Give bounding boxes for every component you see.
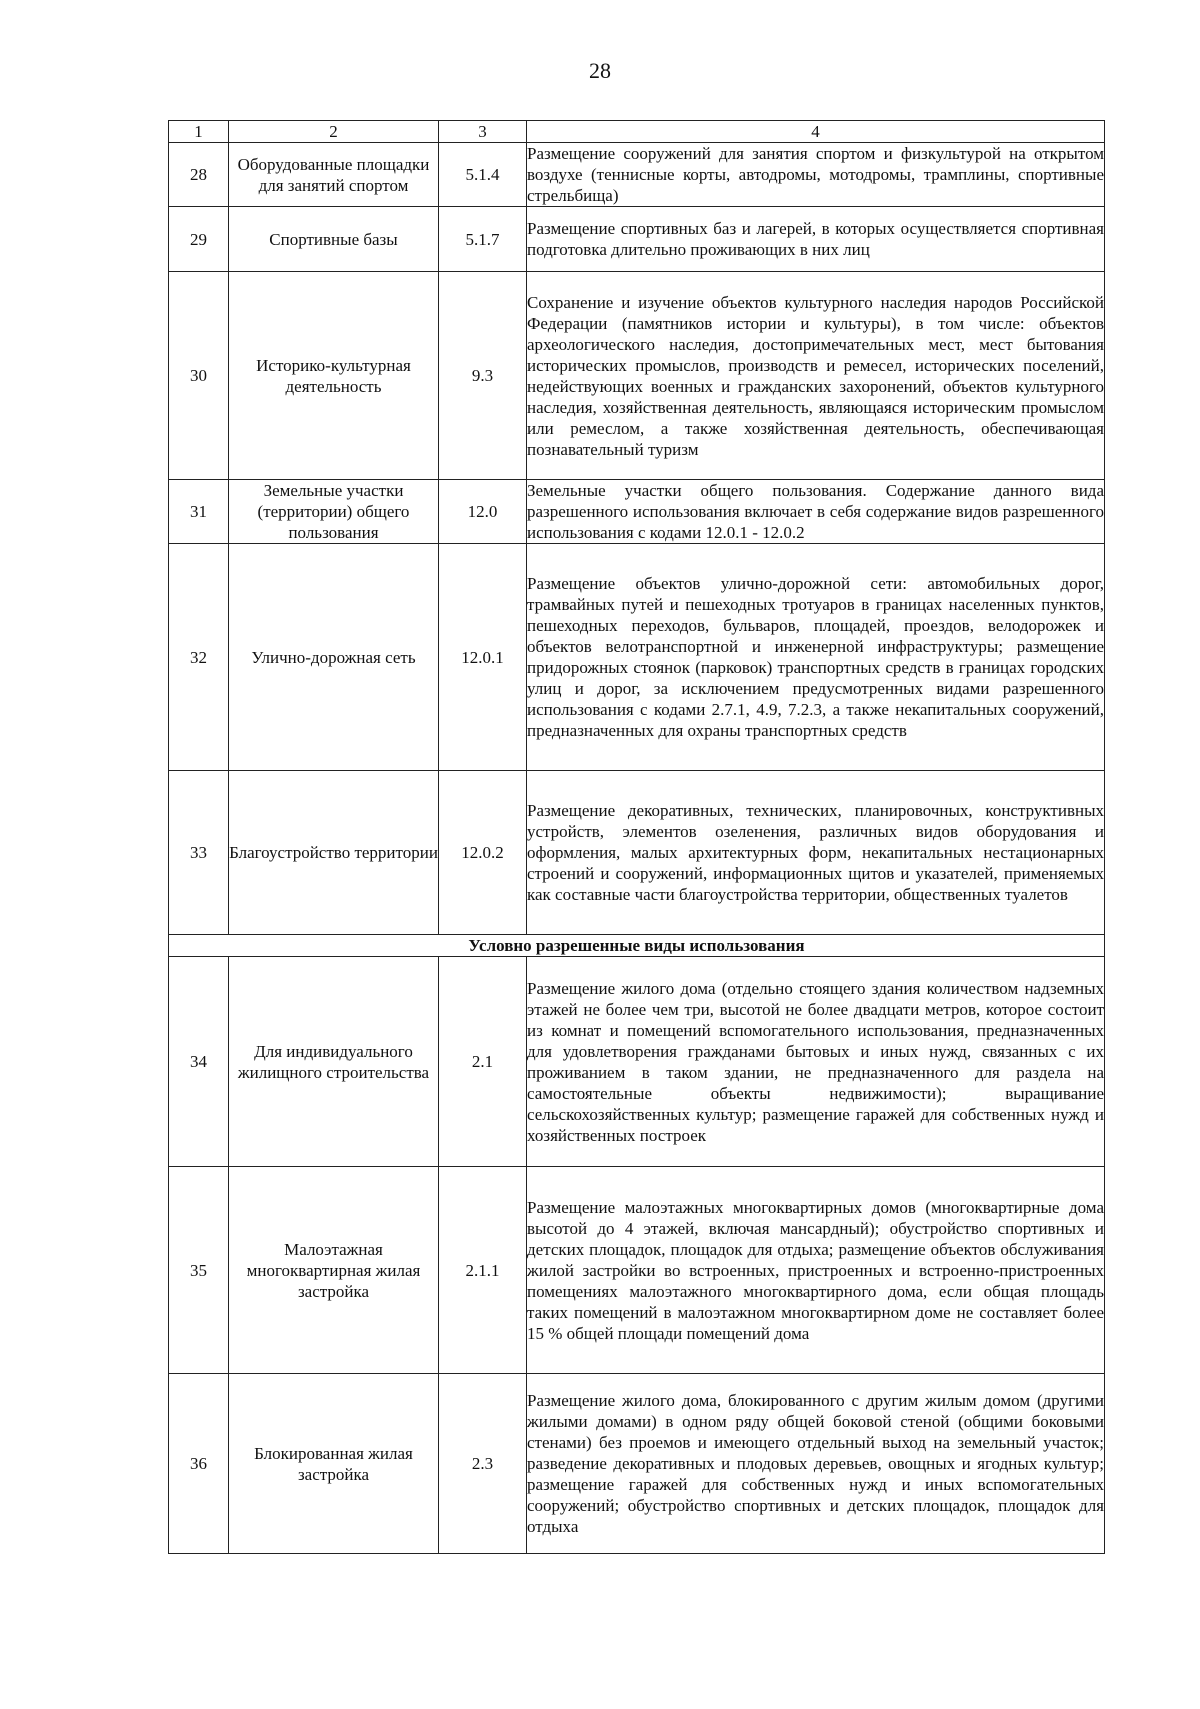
use-name: Историко-культурная деятельность (229, 272, 439, 480)
use-code: 12.0.2 (439, 771, 527, 935)
row-number: 32 (169, 544, 229, 771)
use-description: Размещение объектов улично-дорожной сети: автомобильных дорог, трамвайных путей и пешеходных тротуаров в границах населенных пунктов, пешеходных переходов, бульваров, площадей, проездов, велодорожек и объектов велотранспортной и инженерной инфраструктуры; размещение придорожных стоянок (парковок) транспортных средств в границах городских улиц и дорог, за исключением предусмотренных видами разрешенного использования с кодами 2.7.1, 4.9, 7.2.3, а также некапитальных сооружений, предназначенных для охраны транспортных средств (527, 544, 1105, 771)
use-code: 9.3 (439, 272, 527, 480)
column-header-2: 2 (229, 121, 439, 143)
use-code: 2.3 (439, 1374, 527, 1554)
use-code: 2.1 (439, 957, 527, 1167)
use-name: Спортивные базы (229, 207, 439, 272)
land-use-table (168, 120, 1105, 1554)
column-header-1: 1 (169, 121, 229, 143)
use-name: Малоэтажная многоквартирная жилая застройка (229, 1167, 439, 1374)
table-row (169, 544, 1105, 771)
row-number: 31 (169, 480, 229, 544)
table-row (169, 272, 1105, 480)
row-number: 34 (169, 957, 229, 1167)
row-number: 29 (169, 207, 229, 272)
row-number: 30 (169, 272, 229, 480)
use-description: Размещение малоэтажных многоквартирных домов (многоквартирные дома высотой до 4 этажей, включая мансардный); обустройство спортивных и детских площадок, площадок для отдыха; размещение объектов обслуживания жилой застройки во встроенных, пристроенных и встроенно-пристроенных помещениях малоэтажного многоквартирного дома, если общая площадь таких помещений в малоэтажном многоквартирном доме не составляет более 15 % общей площади помещений дома (527, 1167, 1105, 1374)
column-header-4: 4 (527, 121, 1105, 143)
use-name: Благоустройство территории (229, 771, 439, 935)
row-number: 33 (169, 771, 229, 935)
column-number-row (169, 121, 1105, 143)
column-header-3: 3 (439, 121, 527, 143)
section-heading-body (169, 935, 1105, 957)
use-name: Блокированная жилая застройка (229, 1374, 439, 1554)
use-name: Оборудованные площадки для занятий спортом (229, 143, 439, 207)
use-name: Улично-дорожная сеть (229, 544, 439, 771)
use-name: Для индивидуального жилищного строительства (229, 957, 439, 1167)
table-row (169, 1374, 1105, 1554)
section-heading-row (169, 935, 1105, 957)
page-number: 28 (589, 58, 611, 83)
row-number: 35 (169, 1167, 229, 1374)
table-row (169, 771, 1105, 935)
use-description: Размещение жилого дома, блокированного с другим жилым домом (другими жилыми домами) в одном ряду общей боковой стеной (общими боковыми стенами) без проемов и имеющего отдельный выход на земельный участок; разведение декоративных и плодовых деревьев, овощных и ягодных культур; размещение гаражей для собственных нужд и иных вспомогательных сооружений; обустройство спортивных и детских площадок, площадок для отдыха (527, 1374, 1105, 1554)
conditional-uses-body (169, 957, 1105, 1554)
section-heading: Условно разрешенные виды использования (169, 935, 1105, 957)
table-row (169, 207, 1105, 272)
use-code: 12.0 (439, 480, 527, 544)
row-number: 36 (169, 1374, 229, 1554)
row-number: 28 (169, 143, 229, 207)
use-name: Земельные участки (территории) общего пользования (229, 480, 439, 544)
table-row (169, 143, 1105, 207)
use-code: 5.1.4 (439, 143, 527, 207)
use-description: Сохранение и изучение объектов культурного наследия народов Российской Федерации (памятников истории и культуры), в том числе: объектов археологического наследия, достопримечательных мест, мест бытования исторических промыслов, производств и ремесел, исторических поселений, недействующих военных и гражданских захоронений, объектов культурного наследия, хозяйственная деятельность, являющаяся историческим промыслом или ремеслом, а также хозяйственная деятельность, обеспечивающая познавательный туризм (527, 272, 1105, 480)
table-row (169, 480, 1105, 544)
table-row (169, 1167, 1105, 1374)
use-description: Размещение жилого дома (отдельно стоящего здания количеством надземных этажей не более чем три, высотой не более двадцати метров, которое состоит из комнат и помещений вспомогательного использования, предназначенных для удовлетворения гражданами бытовых и иных нужд, связанных с их проживанием в таком здании, не предназначенного для раздела на самостоятельные объекты недвижимости); выращивание сельскохозяйственных культур; размещение гаражей для собственных нужд и хозяйственных построек (527, 957, 1105, 1167)
main-uses-body (169, 143, 1105, 935)
use-description: Размещение сооружений для занятия спортом и физкультурой на открытом воздухе (теннисные корты, автодромы, мотодромы, трамплины, спортивные стрельбища) (527, 144, 1104, 205)
use-description: Размещение декоративных, технических, планировочных, конструктивных устройств, элементов озеленения, различных видов оборудования и оформления, малых архитектурных форм, некапитальных нестационарных строений и сооружений, информационных щитов и указателей, применяемых как составные части благоустройства территории, общественных туалетов (527, 771, 1105, 935)
table-row (169, 957, 1105, 1167)
use-description: Размещение спортивных баз и лагерей, в которых осуществляется спортивная подготовка длительно проживающих в них лиц (527, 207, 1105, 272)
use-code: 5.1.7 (439, 207, 527, 272)
use-code: 2.1.1 (439, 1167, 527, 1374)
use-code: 12.0.1 (439, 544, 527, 771)
use-description: Земельные участки общего пользования. Содержание данного вида разрешенного использования включает в себя содержание видов разрешенного использования с кодами 12.0.1 - 12.0.2 (527, 481, 1104, 542)
